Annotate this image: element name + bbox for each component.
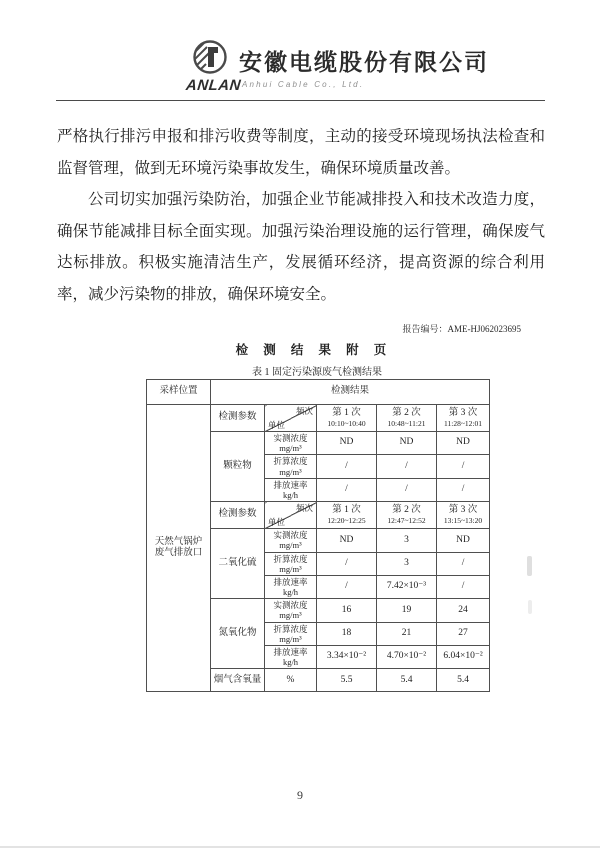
value-cell: 27 (437, 622, 490, 645)
value-cell: 3 (377, 529, 437, 552)
param-name-cell: 氮氧化物 (211, 599, 265, 669)
value-cell: 21 (377, 622, 437, 645)
col-header-sampling-location: 采样位置 (147, 380, 211, 405)
unit-cell: % (265, 669, 317, 692)
report-number-label: 报告编号： (402, 324, 448, 334)
value-cell: ND (377, 432, 437, 455)
value-cell: 5.5 (317, 669, 377, 692)
results-table (146, 379, 490, 692)
value-cell: / (317, 478, 377, 501)
param-name-cell: 二氧化硫 (211, 529, 265, 599)
unit-cell: 排放速率 kg/h (265, 575, 317, 598)
run-header: 第 3 次 13:15~13:20 (437, 502, 490, 529)
param-header-cell: 检测参数 (211, 405, 265, 432)
value-cell: 7.42×10⁻³ (377, 575, 437, 598)
unit-cell: 排放速率 kg/h (265, 646, 317, 669)
paragraph-2: 公司切实加强污染防治，加强企业节能减排投入和技术改造力度，确保节能减排目标全面实现。加强污染治理设施的运行管理，确保废气达标排放。积极实施清洁生产，发展循环经济，提高资源的综合利用率，减少污染物的排放，确保环境安全。 (57, 191, 545, 303)
company-name-en: Anhui Cable Co., Ltd. (242, 80, 365, 89)
value-cell: 18 (317, 622, 377, 645)
diag-top-label: 频次 (295, 503, 313, 514)
run-header: 第 2 次 10:48~11:21 (377, 405, 437, 432)
unit-cell: 实测浓度 mg/m³ (265, 529, 317, 552)
diagonal-header-cell (265, 405, 317, 432)
param-name-cell: 颗粒物 (211, 432, 265, 502)
page-number: 9 (297, 788, 303, 802)
unit-cell: 折算浓度 mg/m³ (265, 622, 317, 645)
table-caption: 表 1 固定污染源废气检测结果 (252, 367, 382, 378)
run-header: 第 1 次 12:20~12:25 (317, 502, 377, 529)
unit-cell: 实测浓度 mg/m³ (265, 432, 317, 455)
value-cell: / (437, 552, 490, 575)
diag-bottom-label: 单位 (268, 516, 286, 527)
unit-cell: 排放速率 kg/h (265, 478, 317, 501)
value-cell: / (437, 455, 490, 478)
value-cell: / (317, 552, 377, 575)
run-header: 第 2 次 12:47~12:52 (377, 502, 437, 529)
unit-cell: 折算浓度 mg/m³ (265, 552, 317, 575)
scan-smudge (527, 556, 532, 576)
attachment-title: 检 测 结 果 附 页 (235, 343, 393, 357)
value-cell: 5.4 (377, 669, 437, 692)
header-divider (56, 100, 545, 101)
value-cell: 24 (437, 599, 490, 622)
value-cell: ND (437, 529, 490, 552)
logo-wordmark: ANLAN (185, 77, 242, 94)
diag-bottom-label: 单位 (268, 419, 286, 430)
paragraph-1: 严格执行排污申报和排污收费等制度，主动的接受环境现场执法检查和监督管理，做到无环境污染事故发生，确保环境质量改善。 (57, 128, 545, 177)
param-name-cell: 烟气含氧量 (211, 669, 265, 692)
anlan-logo-icon (190, 39, 230, 79)
value-cell: 5.4 (437, 669, 490, 692)
param-header-cell: 检测参数 (211, 502, 265, 529)
value-cell: ND (437, 432, 490, 455)
value-cell: ND (317, 432, 377, 455)
diag-top-label: 频次 (295, 406, 313, 416)
value-cell: / (377, 455, 437, 478)
scan-smudge (528, 600, 532, 614)
col-header-results: 检测结果 (211, 380, 490, 405)
diagonal-header-cell (265, 502, 317, 529)
value-cell: / (437, 478, 490, 501)
value-cell: / (377, 478, 437, 501)
unit-cell: 折算浓度 mg/m³ (265, 455, 317, 478)
report-number-value: AME-HJ062023695 (447, 324, 521, 334)
body-text (57, 121, 545, 310)
value-cell: 19 (377, 599, 437, 622)
value-cell: 16 (317, 599, 377, 622)
value-cell: / (317, 455, 377, 478)
run-header: 第 1 次 10:10~10:40 (317, 405, 377, 432)
value-cell: 3 (377, 552, 437, 575)
value-cell: 4.70×10⁻² (377, 646, 437, 669)
unit-cell: 实测浓度 mg/m³ (265, 599, 317, 622)
value-cell: / (317, 575, 377, 598)
company-name-cn: 安徽电缆股份有限公司 (239, 49, 489, 76)
report-number (0, 322, 521, 335)
value-cell: ND (317, 529, 377, 552)
value-cell: 6.04×10⁻² (437, 646, 490, 669)
value-cell: 3.34×10⁻² (317, 646, 377, 669)
sampling-location-cell: 天然气锅炉 废气排放口 (147, 405, 211, 692)
run-header: 第 3 次 11:28~12:01 (437, 405, 490, 432)
value-cell: / (437, 575, 490, 598)
